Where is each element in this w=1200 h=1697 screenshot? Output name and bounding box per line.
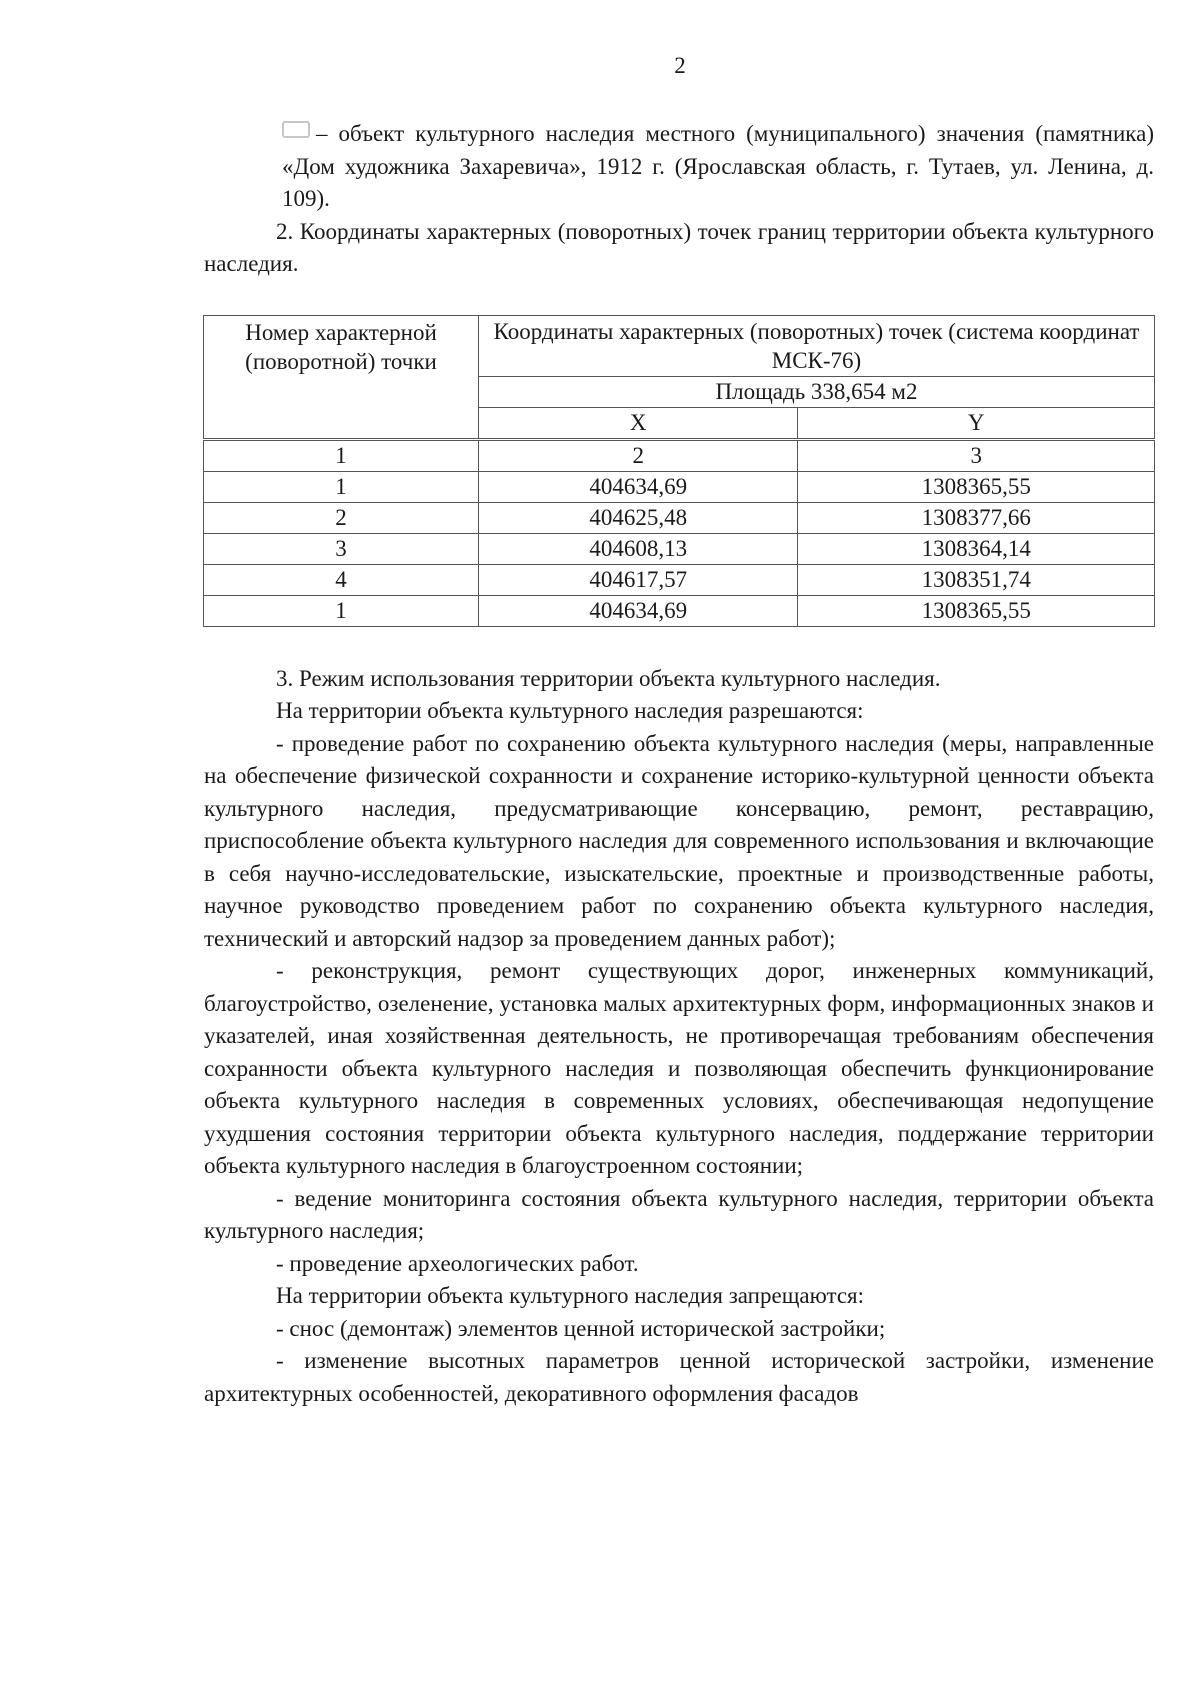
- prohibited-item: - изменение высотных параметров ценной исторической застройки, изменение архитектурных особенностей, декоративного оформления фасадов: [204, 1348, 1154, 1406]
- y-coordinate-cell: 1308365,55: [798, 471, 1155, 502]
- table-row: [204, 471, 1155, 502]
- column-index-cell: 1: [204, 439, 479, 471]
- header-coordinates: Координаты характерных (поворотных) точек (система координат МСК-76): [479, 315, 1155, 376]
- column-index-cell: 3: [798, 439, 1155, 471]
- header-point-number: Номер характерной (поворотной) точки: [204, 315, 479, 439]
- column-index-cell: 2: [479, 439, 798, 471]
- header-x: X: [479, 407, 798, 439]
- y-coordinate-cell: 1308365,55: [798, 595, 1155, 626]
- section-2-title: 2. Координаты характерных (поворотных) точек границ территории объекта культурного наследия.: [204, 218, 1154, 276]
- y-coordinate-cell: 1308351,74: [798, 564, 1155, 595]
- prohibited-item: - снос (демонтаж) элементов ценной исторической застройки;: [276, 1315, 886, 1341]
- table-row: [204, 533, 1155, 564]
- header-y: Y: [798, 407, 1155, 439]
- point-number-cell: 1: [204, 595, 479, 626]
- header-area: Площадь 338,654 м2: [479, 376, 1155, 407]
- page-number: 2: [674, 53, 686, 78]
- x-coordinate-cell: 404608,13: [479, 533, 798, 564]
- point-number-cell: 4: [204, 564, 479, 595]
- document-body: [204, 118, 1154, 1410]
- y-coordinate-cell: 1308364,14: [798, 533, 1155, 564]
- section-3: [204, 663, 1154, 1411]
- column-index-row: [204, 439, 1155, 471]
- point-number-cell: 2: [204, 502, 479, 533]
- allowed-item: - проведение работ по сохранению объекта культурного наследия (меры, направленные на обеспечение физической сохранности и сохранение историко-культурной ценности объекта культурного наследия, предусматривающие консервацию, ремонт, реставрацию, приспособление объекта культурного наследия для современного использования и включающие в себя научно-исследовательские, изыскательские, проектные и производственные работы, научное руководство проведением работ по сохранению объекта культурного наследия, технический и авторский надзор за проведением данных работ);: [204, 730, 1154, 951]
- x-coordinate-cell: 404617,57: [479, 564, 798, 595]
- point-number-cell: 1: [204, 471, 479, 502]
- allowed-item: - проведение археологических работ.: [276, 1250, 639, 1276]
- section-3-title: 3. Режим использования территории объекта культурного наследия.: [276, 665, 941, 691]
- allowed-item: - ведение мониторинга состояния объекта культурного наследия, территории объекта культурного наследия;: [204, 1185, 1154, 1243]
- coordinates-table: [203, 315, 1155, 627]
- point-number-cell: 3: [204, 533, 479, 564]
- allowed-item: - реконструкция, ремонт существующих дорог, инженерных коммуникаций, благоустройство, озеленение, установка малых архитектурных форм, информационных знаков и указателей, иная хозяйственная деятельность, не противоречащая требованиям обеспечения сохранности объекта культурного наследия и позволяющая обеспечить функционирование объекта культурного наследия в современных условиях, обеспечивающая недопущение ухудшения состояния территории объекта культурного наследия, поддержание территории объекта культурного наследия в благоустроенном состоянии;: [204, 958, 1154, 1178]
- y-coordinate-cell: 1308377,66: [798, 502, 1155, 533]
- legend-paragraph: [204, 118, 1154, 216]
- table-row: [204, 564, 1155, 595]
- table-row: [204, 502, 1155, 533]
- x-coordinate-cell: 404634,69: [479, 471, 798, 502]
- territory-boundary-legend-icon: [282, 121, 310, 138]
- prohibited-intro: На территории объекта культурного наследия запрещаются:: [276, 1283, 865, 1308]
- x-coordinate-cell: 404634,69: [479, 595, 798, 626]
- allowed-intro: На территории объекта культурного наследия разрешаются:: [276, 698, 864, 723]
- legend-text: – объект культурного наследия местного (муниципального) значения (памятника) «Дом художника Захаревича», 1912 г. (Ярославская область, г. Тутаев, ул. Ленина, д. 109).: [282, 121, 1154, 211]
- x-coordinate-cell: 404625,48: [479, 502, 798, 533]
- table-row: [204, 595, 1155, 626]
